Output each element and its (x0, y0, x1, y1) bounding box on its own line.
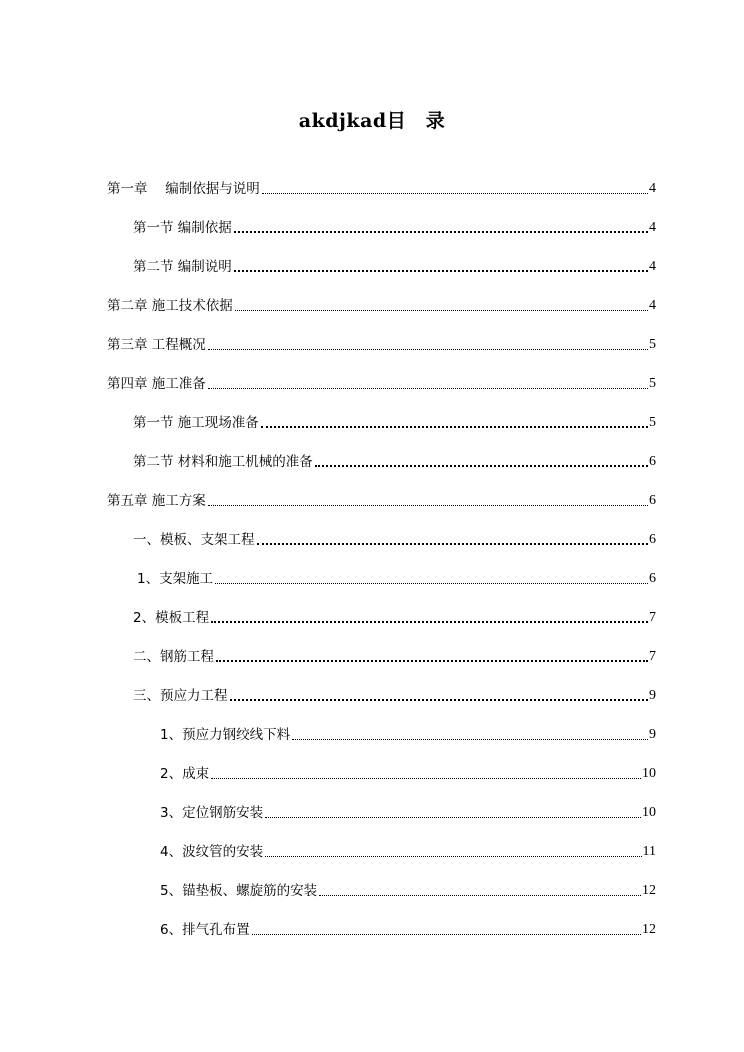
toc-entry[interactable] (133, 684, 656, 704)
toc-entry-page: 5 (649, 415, 656, 430)
toc-leader-dots (319, 883, 641, 899)
toc-entry-label: 第一节 编制依据 (133, 220, 232, 236)
toc-entry-label: 三、预应力工程 (133, 688, 228, 704)
toc-entry[interactable] (160, 801, 656, 821)
toc-entry[interactable] (107, 294, 656, 314)
toc-leader-dots (234, 259, 648, 275)
toc-entry-page: 4 (649, 220, 656, 235)
toc-entry-page: 9 (649, 727, 656, 742)
toc-entry[interactable] (160, 879, 656, 899)
toc-entry-label: 2、成束 (160, 766, 210, 782)
toc-entry[interactable] (160, 723, 656, 743)
toc-entry-page: 12 (642, 922, 656, 937)
toc-leader-dots (216, 649, 648, 665)
toc-entry-label: 二、钢筋工程 (133, 649, 214, 665)
toc-entry[interactable] (137, 567, 656, 587)
toc-leader-dots (211, 766, 641, 782)
toc-entry-label: 第五章 施工方案 (107, 493, 206, 509)
toc-leader-dots (252, 922, 641, 938)
toc-entry[interactable] (107, 489, 656, 509)
toc-leader-dots (208, 493, 648, 509)
toc-entry-label: 第二节 编制说明 (133, 259, 232, 275)
toc-entry[interactable] (160, 918, 656, 938)
toc-entry[interactable] (107, 177, 656, 197)
toc-entry-label: 第一节 施工现场准备 (133, 415, 259, 431)
toc-leader-dots (315, 454, 648, 470)
toc-entry-page: 9 (649, 688, 656, 703)
toc-entry-page: 4 (649, 181, 656, 196)
toc-leader-dots (234, 220, 648, 236)
toc-entry-page: 4 (649, 259, 656, 274)
toc-leader-dots (257, 532, 649, 548)
toc-entry-page: 5 (649, 337, 656, 352)
toc-leader-dots (262, 181, 648, 197)
toc-entry-page: 4 (649, 298, 656, 313)
toc-leader-dots (265, 844, 641, 860)
toc-entry[interactable] (133, 528, 656, 548)
toc-entry-label: 第二章 施工技术依据 (107, 298, 233, 314)
toc-entry[interactable] (133, 255, 656, 275)
toc-entry-label: 一、模板、支架工程 (133, 532, 255, 548)
toc-entry-label: 4、波纹管的安装 (160, 844, 264, 860)
toc-entry-page: 7 (649, 649, 656, 664)
toc-leader-dots (208, 376, 648, 392)
toc-entry-label: 第四章 施工准备 (107, 376, 206, 392)
toc-entry[interactable] (107, 372, 656, 392)
toc-entry-page: 5 (649, 376, 656, 391)
toc-entry-page: 6 (649, 571, 656, 586)
toc-entry-label: 第二节 材料和施工机械的准备 (133, 454, 313, 470)
toc-entry[interactable] (133, 450, 656, 470)
toc-entry-page: 6 (649, 493, 656, 508)
toc-entry[interactable] (133, 645, 656, 665)
toc-entry-page: 10 (642, 766, 656, 781)
toc-entry[interactable] (133, 411, 656, 431)
toc-entry-label: 3、定位钢筋安装 (160, 805, 264, 821)
toc-entry-page: 10 (642, 805, 656, 820)
toc-leader-dots (208, 337, 648, 353)
toc-leader-dots (230, 688, 649, 704)
toc-leader-dots (215, 571, 648, 587)
toc-entry[interactable] (160, 762, 656, 782)
toc-entry-label: 1、支架施工 (137, 571, 214, 587)
toc-entry[interactable] (133, 606, 656, 626)
toc-leader-dots (292, 727, 648, 743)
toc-entry-page: 6 (649, 532, 656, 547)
toc-leader-dots (261, 415, 648, 431)
toc-entry-label: 第三章 工程概况 (107, 337, 206, 353)
toc-leader-dots (211, 610, 648, 626)
toc-entry-label: 6、排气孔布置 (160, 922, 250, 938)
toc-entry-label: 1、预应力钢绞线下料 (160, 727, 291, 743)
toc-title: akdjkad目 录 (298, 110, 446, 132)
toc-entry-page: 12 (642, 883, 656, 898)
toc-entry-page: 7 (649, 610, 656, 625)
toc-entry[interactable] (107, 333, 656, 353)
toc-entry[interactable] (133, 216, 656, 236)
toc-entry-page: 11 (642, 844, 656, 859)
toc-entry[interactable] (160, 840, 656, 860)
toc-entry-label: 第一章 编制依据与说明 (107, 181, 260, 197)
toc-entry-label: 5、锚垫板、螺旋筋的安装 (160, 883, 318, 899)
toc-leader-dots (235, 298, 648, 314)
toc-entry-label: 2、模板工程 (133, 610, 210, 626)
toc-leader-dots (265, 805, 641, 821)
toc-entry-page: 6 (649, 454, 656, 469)
